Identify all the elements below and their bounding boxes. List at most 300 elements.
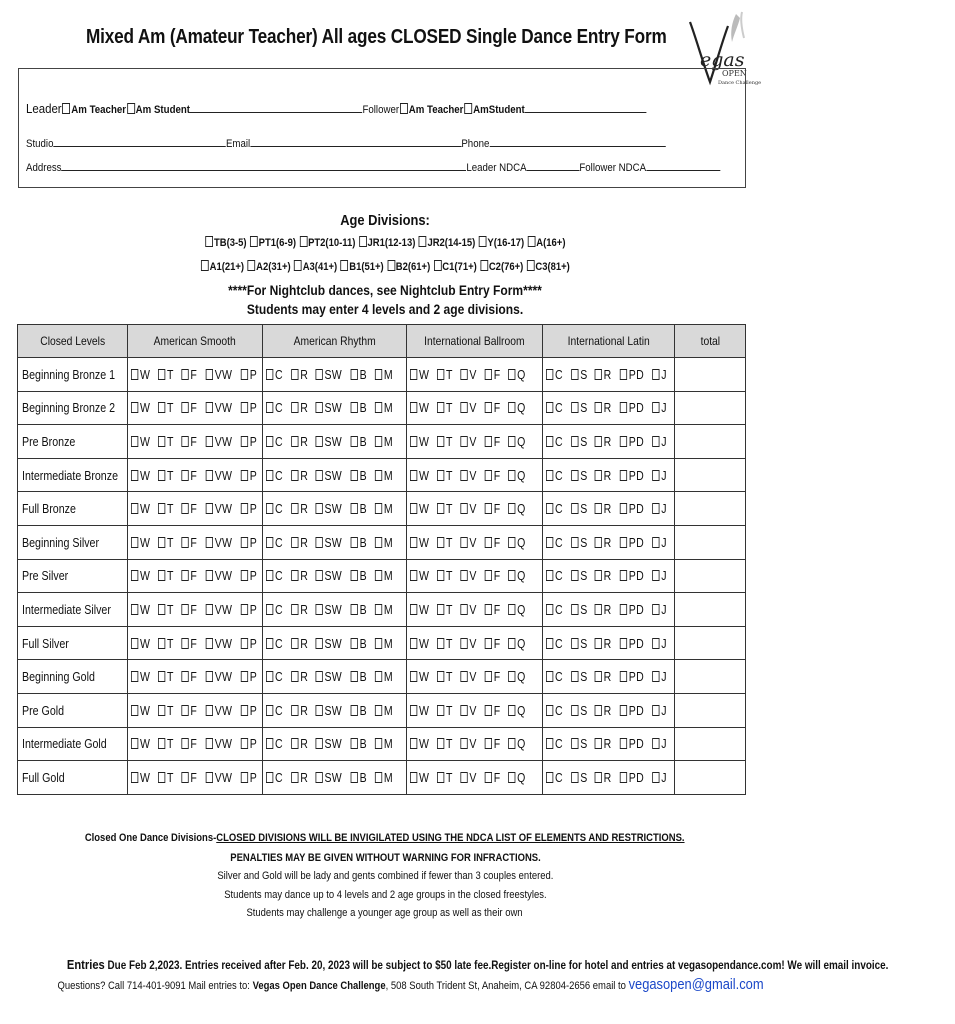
dance-checkbox[interactable] (410, 705, 417, 716)
total-cell[interactable] (675, 626, 746, 660)
dance-checkbox[interactable] (182, 503, 189, 514)
dance-checkbox[interactable] (241, 638, 248, 649)
phone-field[interactable] (489, 136, 665, 147)
dance-checkbox[interactable] (595, 772, 602, 783)
dance-checkbox[interactable] (595, 705, 602, 716)
dance-checkbox[interactable] (158, 604, 165, 615)
dance-checkbox[interactable] (485, 402, 492, 413)
dance-checkbox[interactable] (182, 436, 189, 447)
dance-checkbox[interactable] (131, 738, 138, 749)
dance-checkbox[interactable] (266, 638, 273, 649)
dance-checkbox[interactable] (571, 604, 578, 615)
dance-checkbox[interactable] (653, 402, 660, 413)
dance-checkbox[interactable] (653, 369, 660, 380)
dance-checkbox[interactable] (316, 470, 323, 481)
age-checkbox[interactable] (528, 236, 536, 247)
dance-checkbox[interactable] (461, 570, 468, 581)
dance-checkbox[interactable] (546, 705, 553, 716)
dance-checkbox[interactable] (461, 503, 468, 514)
dance-checkbox[interactable] (437, 436, 444, 447)
dance-checkbox[interactable] (182, 402, 189, 413)
dance-checkbox[interactable] (653, 470, 660, 481)
dance-checkbox[interactable] (410, 470, 417, 481)
dance-checkbox[interactable] (437, 671, 444, 682)
dance-checkbox[interactable] (595, 537, 602, 548)
age-checkbox[interactable] (359, 236, 367, 247)
total-cell[interactable] (675, 761, 746, 795)
dance-checkbox[interactable] (410, 738, 417, 749)
dance-checkbox[interactable] (291, 705, 298, 716)
dance-checkbox[interactable] (653, 705, 660, 716)
dance-checkbox[interactable] (266, 369, 273, 380)
age-checkbox[interactable] (419, 236, 427, 247)
dance-checkbox[interactable] (316, 772, 323, 783)
dance-checkbox[interactable] (291, 537, 298, 548)
dance-checkbox[interactable] (182, 705, 189, 716)
address-field[interactable] (62, 160, 467, 171)
studio-field[interactable] (53, 136, 225, 147)
dance-checkbox[interactable] (437, 537, 444, 548)
dance-checkbox[interactable] (485, 470, 492, 481)
dance-checkbox[interactable] (571, 705, 578, 716)
dance-checkbox[interactable] (437, 369, 444, 380)
dance-checkbox[interactable] (508, 738, 515, 749)
dance-checkbox[interactable] (620, 705, 627, 716)
age-checkbox[interactable] (434, 260, 442, 271)
dance-checkbox[interactable] (205, 503, 212, 514)
dance-checkbox[interactable] (461, 671, 468, 682)
dance-checkbox[interactable] (375, 369, 382, 380)
dance-checkbox[interactable] (461, 638, 468, 649)
dance-checkbox[interactable] (508, 402, 515, 413)
dance-checkbox[interactable] (410, 570, 417, 581)
dance-checkbox[interactable] (131, 436, 138, 447)
age-checkbox[interactable] (248, 260, 256, 271)
dance-checkbox[interactable] (508, 436, 515, 447)
dance-checkbox[interactable] (546, 470, 553, 481)
dance-checkbox[interactable] (375, 671, 382, 682)
dance-checkbox[interactable] (131, 537, 138, 548)
dance-checkbox[interactable] (351, 537, 358, 548)
dance-checkbox[interactable] (375, 436, 382, 447)
age-checkbox[interactable] (250, 236, 258, 247)
total-cell[interactable] (675, 425, 746, 459)
dance-checkbox[interactable] (241, 604, 248, 615)
dance-checkbox[interactable] (595, 671, 602, 682)
dance-checkbox[interactable] (291, 402, 298, 413)
dance-checkbox[interactable] (241, 671, 248, 682)
dance-checkbox[interactable] (182, 604, 189, 615)
dance-checkbox[interactable] (291, 503, 298, 514)
dance-checkbox[interactable] (131, 369, 138, 380)
dance-checkbox[interactable] (461, 369, 468, 380)
dance-checkbox[interactable] (131, 604, 138, 615)
dance-checkbox[interactable] (131, 705, 138, 716)
dance-checkbox[interactable] (241, 570, 248, 581)
dance-checkbox[interactable] (461, 772, 468, 783)
dance-checkbox[interactable] (291, 436, 298, 447)
dance-checkbox[interactable] (546, 671, 553, 682)
dance-checkbox[interactable] (653, 436, 660, 447)
dance-checkbox[interactable] (653, 537, 660, 548)
dance-checkbox[interactable] (437, 402, 444, 413)
dance-checkbox[interactable] (316, 402, 323, 413)
dance-checkbox[interactable] (131, 638, 138, 649)
age-checkbox[interactable] (201, 260, 209, 271)
dance-checkbox[interactable] (182, 772, 189, 783)
dance-checkbox[interactable] (316, 436, 323, 447)
dance-checkbox[interactable] (241, 537, 248, 548)
dance-checkbox[interactable] (351, 671, 358, 682)
dance-checkbox[interactable] (485, 772, 492, 783)
dance-checkbox[interactable] (351, 503, 358, 514)
dance-checkbox[interactable] (266, 705, 273, 716)
dance-checkbox[interactable] (410, 369, 417, 380)
dance-checkbox[interactable] (316, 604, 323, 615)
dance-checkbox[interactable] (620, 738, 627, 749)
dance-checkbox[interactable] (241, 402, 248, 413)
dance-checkbox[interactable] (266, 503, 273, 514)
dance-checkbox[interactable] (437, 604, 444, 615)
age-checkbox[interactable] (479, 236, 487, 247)
dance-checkbox[interactable] (508, 604, 515, 615)
dance-checkbox[interactable] (410, 503, 417, 514)
dance-checkbox[interactable] (351, 638, 358, 649)
dance-checkbox[interactable] (546, 537, 553, 548)
dance-checkbox[interactable] (266, 570, 273, 581)
dance-checkbox[interactable] (546, 570, 553, 581)
dance-checkbox[interactable] (316, 503, 323, 514)
dance-checkbox[interactable] (158, 537, 165, 548)
total-cell[interactable] (675, 727, 746, 761)
dance-checkbox[interactable] (182, 570, 189, 581)
dance-checkbox[interactable] (508, 638, 515, 649)
dance-checkbox[interactable] (316, 537, 323, 548)
dance-checkbox[interactable] (375, 470, 382, 481)
dance-checkbox[interactable] (131, 470, 138, 481)
age-checkbox[interactable] (299, 236, 307, 247)
dance-checkbox[interactable] (241, 369, 248, 380)
dance-checkbox[interactable] (291, 470, 298, 481)
dance-checkbox[interactable] (508, 369, 515, 380)
total-cell[interactable] (675, 492, 746, 526)
dance-checkbox[interactable] (266, 738, 273, 749)
dance-checkbox[interactable] (620, 470, 627, 481)
dance-checkbox[interactable] (375, 604, 382, 615)
dance-checkbox[interactable] (485, 604, 492, 615)
dance-checkbox[interactable] (266, 772, 273, 783)
dance-checkbox[interactable] (461, 738, 468, 749)
dance-checkbox[interactable] (437, 470, 444, 481)
dance-checkbox[interactable] (375, 503, 382, 514)
dance-checkbox[interactable] (571, 772, 578, 783)
dance-checkbox[interactable] (620, 570, 627, 581)
dance-checkbox[interactable] (571, 738, 578, 749)
dance-checkbox[interactable] (595, 369, 602, 380)
dance-checkbox[interactable] (182, 638, 189, 649)
dance-checkbox[interactable] (131, 402, 138, 413)
dance-checkbox[interactable] (653, 638, 660, 649)
dance-checkbox[interactable] (131, 570, 138, 581)
dance-checkbox[interactable] (266, 604, 273, 615)
dance-checkbox[interactable] (291, 604, 298, 615)
dance-checkbox[interactable] (620, 436, 627, 447)
dance-checkbox[interactable] (158, 470, 165, 481)
dance-checkbox[interactable] (595, 738, 602, 749)
dance-checkbox[interactable] (461, 470, 468, 481)
dance-checkbox[interactable] (653, 738, 660, 749)
dance-checkbox[interactable] (316, 671, 323, 682)
dance-checkbox[interactable] (316, 369, 323, 380)
dance-checkbox[interactable] (182, 537, 189, 548)
dance-checkbox[interactable] (485, 671, 492, 682)
dance-checkbox[interactable] (205, 369, 212, 380)
dance-checkbox[interactable] (410, 671, 417, 682)
dance-checkbox[interactable] (571, 638, 578, 649)
dance-checkbox[interactable] (375, 738, 382, 749)
dance-checkbox[interactable] (241, 436, 248, 447)
total-cell[interactable] (675, 693, 746, 727)
dance-checkbox[interactable] (485, 369, 492, 380)
dance-checkbox[interactable] (266, 470, 273, 481)
dance-checkbox[interactable] (410, 772, 417, 783)
dance-checkbox[interactable] (205, 604, 212, 615)
dance-checkbox[interactable] (205, 570, 212, 581)
dance-checkbox[interactable] (351, 604, 358, 615)
dance-checkbox[interactable] (461, 604, 468, 615)
dance-checkbox[interactable] (595, 503, 602, 514)
dance-checkbox[interactable] (620, 537, 627, 548)
dance-checkbox[interactable] (485, 705, 492, 716)
age-checkbox[interactable] (294, 260, 302, 271)
dance-checkbox[interactable] (437, 503, 444, 514)
dance-checkbox[interactable] (205, 638, 212, 649)
am-student-leader-checkbox[interactable] (127, 103, 135, 114)
dance-checkbox[interactable] (508, 470, 515, 481)
dance-checkbox[interactable] (351, 470, 358, 481)
age-checkbox[interactable] (387, 260, 395, 271)
dance-checkbox[interactable] (595, 436, 602, 447)
dance-checkbox[interactable] (375, 537, 382, 548)
dance-checkbox[interactable] (316, 570, 323, 581)
follower-name-field[interactable] (525, 102, 646, 113)
dance-checkbox[interactable] (182, 671, 189, 682)
dance-checkbox[interactable] (485, 570, 492, 581)
dance-checkbox[interactable] (410, 638, 417, 649)
dance-checkbox[interactable] (205, 738, 212, 749)
dance-checkbox[interactable] (410, 402, 417, 413)
dance-checkbox[interactable] (571, 436, 578, 447)
total-cell[interactable] (675, 525, 746, 559)
dance-checkbox[interactable] (546, 369, 553, 380)
dance-checkbox[interactable] (546, 604, 553, 615)
dance-checkbox[interactable] (205, 402, 212, 413)
dance-checkbox[interactable] (205, 537, 212, 548)
dance-checkbox[interactable] (595, 638, 602, 649)
dance-checkbox[interactable] (620, 772, 627, 783)
email-field[interactable] (250, 136, 461, 147)
dance-checkbox[interactable] (653, 570, 660, 581)
dance-checkbox[interactable] (375, 772, 382, 783)
dance-checkbox[interactable] (158, 638, 165, 649)
dance-checkbox[interactable] (485, 436, 492, 447)
dance-checkbox[interactable] (485, 638, 492, 649)
dance-checkbox[interactable] (266, 436, 273, 447)
dance-checkbox[interactable] (508, 503, 515, 514)
dance-checkbox[interactable] (266, 537, 273, 548)
dance-checkbox[interactable] (571, 402, 578, 413)
dance-checkbox[interactable] (182, 470, 189, 481)
dance-checkbox[interactable] (375, 705, 382, 716)
dance-checkbox[interactable] (595, 402, 602, 413)
dance-checkbox[interactable] (485, 738, 492, 749)
dance-checkbox[interactable] (595, 604, 602, 615)
dance-checkbox[interactable] (437, 638, 444, 649)
dance-checkbox[interactable] (158, 772, 165, 783)
dance-checkbox[interactable] (158, 570, 165, 581)
am-teacher-leader-checkbox[interactable] (63, 103, 71, 114)
leader-ndca-field[interactable] (527, 160, 580, 171)
dance-checkbox[interactable] (351, 772, 358, 783)
dance-checkbox[interactable] (508, 705, 515, 716)
dance-checkbox[interactable] (241, 705, 248, 716)
dance-checkbox[interactable] (351, 369, 358, 380)
total-cell[interactable] (675, 358, 746, 392)
dance-checkbox[interactable] (205, 470, 212, 481)
dance-checkbox[interactable] (158, 436, 165, 447)
age-checkbox[interactable] (527, 260, 535, 271)
dance-checkbox[interactable] (241, 772, 248, 783)
dance-checkbox[interactable] (461, 402, 468, 413)
dance-checkbox[interactable] (375, 638, 382, 649)
age-checkbox[interactable] (341, 260, 349, 271)
am-teacher-follower-checkbox[interactable] (400, 103, 408, 114)
dance-checkbox[interactable] (291, 772, 298, 783)
dance-checkbox[interactable] (571, 570, 578, 581)
dance-checkbox[interactable] (461, 436, 468, 447)
dance-checkbox[interactable] (158, 503, 165, 514)
dance-checkbox[interactable] (410, 537, 417, 548)
dance-checkbox[interactable] (158, 705, 165, 716)
dance-checkbox[interactable] (291, 671, 298, 682)
dance-checkbox[interactable] (158, 671, 165, 682)
dance-checkbox[interactable] (571, 369, 578, 380)
dance-checkbox[interactable] (508, 570, 515, 581)
dance-checkbox[interactable] (571, 671, 578, 682)
dance-checkbox[interactable] (437, 570, 444, 581)
dance-checkbox[interactable] (437, 772, 444, 783)
total-cell[interactable] (675, 391, 746, 425)
dance-checkbox[interactable] (291, 570, 298, 581)
dance-checkbox[interactable] (316, 638, 323, 649)
dance-checkbox[interactable] (437, 738, 444, 749)
dance-checkbox[interactable] (291, 738, 298, 749)
total-cell[interactable] (675, 559, 746, 593)
dance-checkbox[interactable] (595, 470, 602, 481)
dance-checkbox[interactable] (316, 738, 323, 749)
dance-checkbox[interactable] (620, 638, 627, 649)
am-student-follower-checkbox[interactable] (464, 103, 472, 114)
dance-checkbox[interactable] (437, 705, 444, 716)
dance-checkbox[interactable] (571, 470, 578, 481)
dance-checkbox[interactable] (546, 738, 553, 749)
total-cell[interactable] (675, 458, 746, 492)
dance-checkbox[interactable] (182, 369, 189, 380)
dance-checkbox[interactable] (546, 402, 553, 413)
dance-checkbox[interactable] (595, 570, 602, 581)
dance-checkbox[interactable] (241, 738, 248, 749)
follower-ndca-field[interactable] (646, 160, 720, 171)
dance-checkbox[interactable] (571, 537, 578, 548)
total-cell[interactable] (675, 660, 746, 694)
dance-checkbox[interactable] (653, 671, 660, 682)
dance-checkbox[interactable] (351, 705, 358, 716)
dance-checkbox[interactable] (508, 537, 515, 548)
leader-name-field[interactable] (190, 102, 362, 113)
dance-checkbox[interactable] (546, 772, 553, 783)
dance-checkbox[interactable] (375, 570, 382, 581)
dance-checkbox[interactable] (291, 638, 298, 649)
dance-checkbox[interactable] (205, 772, 212, 783)
dance-checkbox[interactable] (461, 537, 468, 548)
age-checkbox[interactable] (480, 260, 488, 271)
dance-checkbox[interactable] (241, 503, 248, 514)
dance-checkbox[interactable] (291, 369, 298, 380)
email-link[interactable]: vegasopen@gmail.com (628, 976, 764, 993)
dance-checkbox[interactable] (508, 772, 515, 783)
dance-checkbox[interactable] (461, 705, 468, 716)
dance-checkbox[interactable] (620, 671, 627, 682)
dance-checkbox[interactable] (546, 436, 553, 447)
dance-checkbox[interactable] (620, 369, 627, 380)
dance-checkbox[interactable] (410, 604, 417, 615)
dance-checkbox[interactable] (266, 402, 273, 413)
dance-checkbox[interactable] (620, 503, 627, 514)
dance-checkbox[interactable] (508, 671, 515, 682)
dance-checkbox[interactable] (375, 402, 382, 413)
dance-checkbox[interactable] (351, 402, 358, 413)
dance-checkbox[interactable] (485, 537, 492, 548)
dance-checkbox[interactable] (131, 772, 138, 783)
dance-checkbox[interactable] (351, 436, 358, 447)
total-cell[interactable] (675, 593, 746, 627)
dance-checkbox[interactable] (546, 638, 553, 649)
dance-checkbox[interactable] (205, 705, 212, 716)
dance-checkbox[interactable] (158, 738, 165, 749)
dance-checkbox[interactable] (410, 436, 417, 447)
age-checkbox[interactable] (205, 236, 213, 247)
dance-checkbox[interactable] (485, 503, 492, 514)
dance-checkbox[interactable] (620, 604, 627, 615)
dance-checkbox[interactable] (205, 436, 212, 447)
dance-checkbox[interactable] (158, 402, 165, 413)
dance-checkbox[interactable] (653, 772, 660, 783)
dance-checkbox[interactable] (620, 402, 627, 413)
dance-checkbox[interactable] (653, 604, 660, 615)
dance-checkbox[interactable] (241, 470, 248, 481)
dance-checkbox[interactable] (653, 503, 660, 514)
dance-checkbox[interactable] (182, 738, 189, 749)
dance-checkbox[interactable] (158, 369, 165, 380)
dance-checkbox[interactable] (316, 705, 323, 716)
dance-checkbox[interactable] (351, 738, 358, 749)
dance-checkbox[interactable] (131, 503, 138, 514)
dance-checkbox[interactable] (131, 671, 138, 682)
dance-checkbox[interactable] (351, 570, 358, 581)
dance-checkbox[interactable] (205, 671, 212, 682)
dance-checkbox[interactable] (266, 671, 273, 682)
dance-checkbox[interactable] (571, 503, 578, 514)
